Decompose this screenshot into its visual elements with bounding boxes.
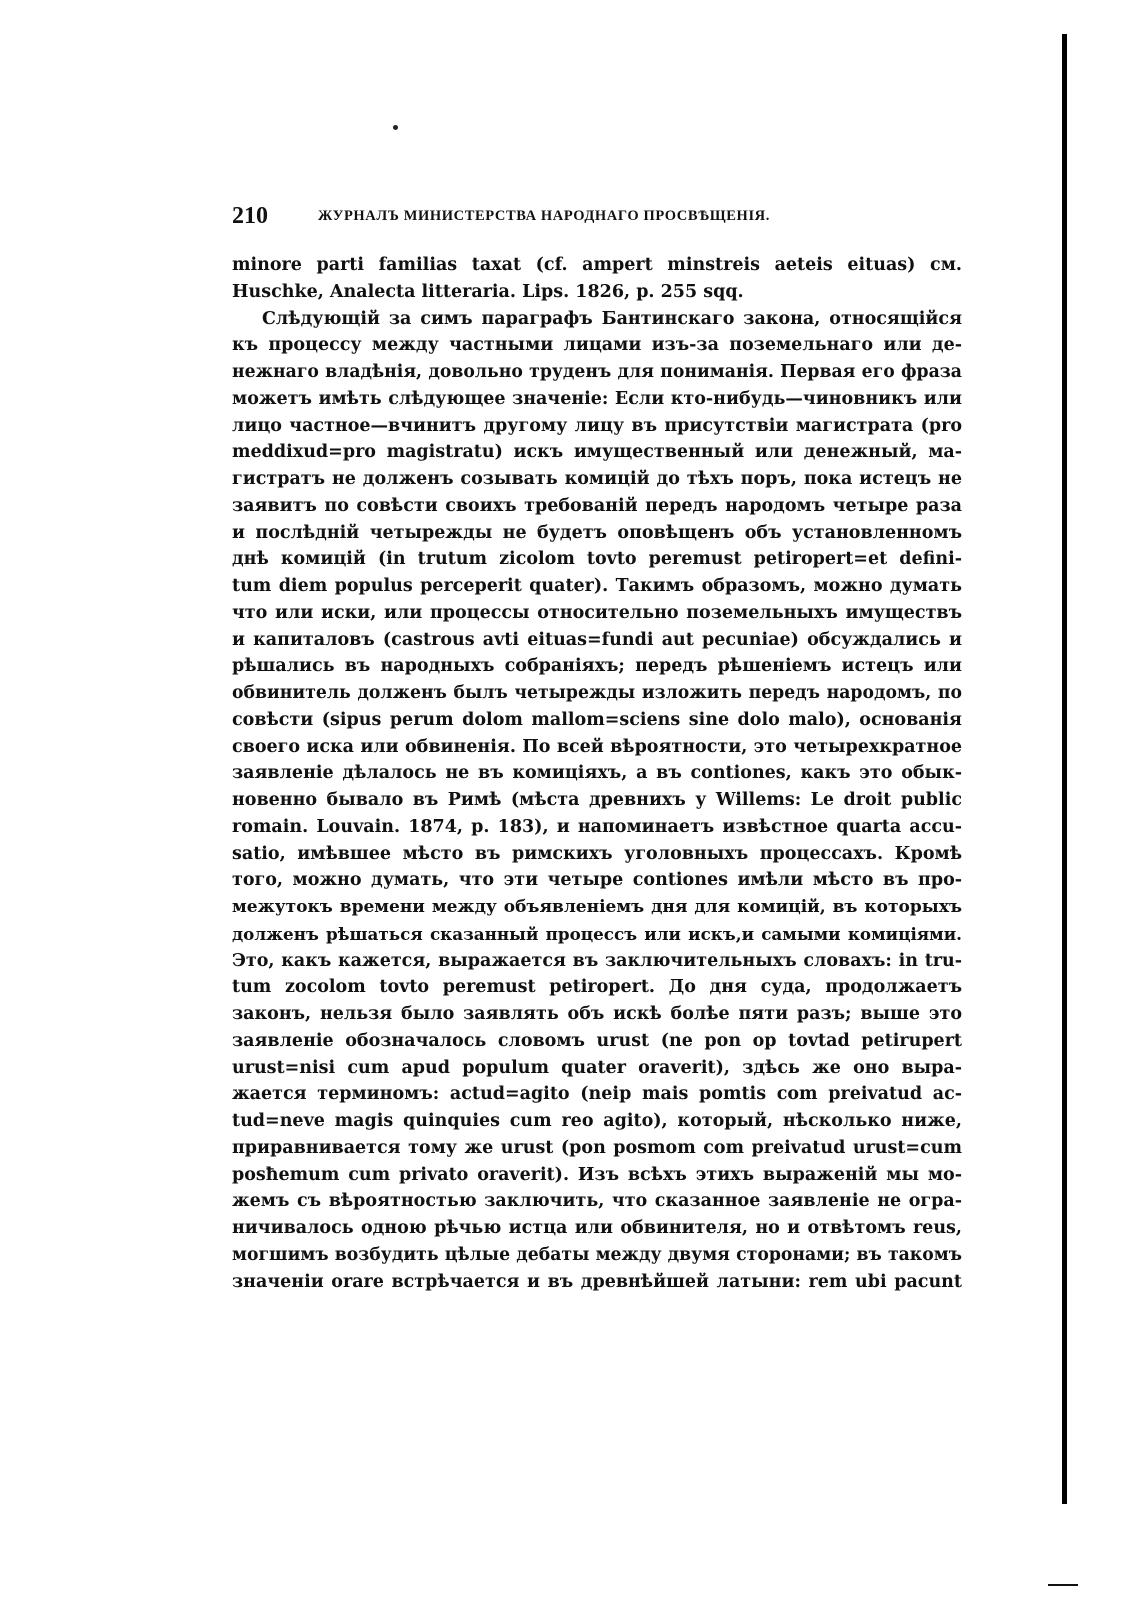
text-line: ничивалось одною рѣчью истца или обвинителя, но и отвѣтомъ reus, — [232, 1218, 962, 1238]
text-line: romain. Louvain. 1874, p. 183), и напоминаетъ извѣстное quarta accu- — [232, 816, 962, 837]
page-header — [232, 203, 962, 233]
text-line: значеніи orare встрѣчается и въ древнѣйшей латыни: rem ubi pacunt — [232, 1271, 962, 1292]
text-line: рѣшались въ народныхъ собраніяхъ; передъ рѣшеніемъ истецъ или — [232, 656, 962, 677]
text-line: обвинитель долженъ былъ четырежды изложить передъ народомъ, по — [232, 683, 962, 703]
text-line: новенно бывало въ Римѣ (мѣста древнихъ у Willems: Le droit public — [232, 790, 962, 810]
text-line: заявленіе дѣлалось не въ комиціяхъ, а въ contiones, какъ это обык- — [232, 763, 962, 784]
text-line: tud=neve magis quinquies cum reo agito), который, нѣсколько ниже, — [232, 1111, 962, 1131]
text-line: приравнивается тому же urust (pon posmom com preivatud urust=cum — [232, 1137, 962, 1158]
ink-speck — [393, 125, 398, 130]
text-line: законъ, нельзя было заявлять объ искѣ болѣе пяти разъ; выше это — [232, 1004, 962, 1024]
text-line: межутокъ времени между объявленіемъ дня для комицій, въ которыхъ — [232, 897, 962, 917]
text-line: своего иска или обвиненія. По всей вѣроятности, это четырехкратное — [232, 736, 962, 757]
text-line: нежнаго владѣнія, довольно труденъ для пониманія. Первая его фраза — [232, 362, 962, 382]
page-binding-edge — [1062, 34, 1067, 1504]
text-line: лицо частное—вчинитъ другому лицу въ присутствіи магистрата (pro — [232, 415, 962, 436]
text-line: urust=nisi cum apud populum quater oraverit), здѣсь же оно выра- — [232, 1057, 962, 1078]
text-line: что или иски, или процессы относительно поземельныхъ имуществъ — [232, 602, 962, 623]
text-line: днѣ комицій (in trutum zicolom tovto peremust petiropert=et defini- — [232, 549, 962, 570]
text-line: гистратъ не долженъ созывать комицій до тѣхъ поръ, пока истецъ не — [232, 469, 962, 489]
text-line: posħemum cum privato oraverit). Изъ всѣхъ этихъ выраженій мы мо- — [232, 1164, 962, 1185]
text-line: Huschke, Analecta litteraria. Lips. 1826, p. 255 sqq. — [232, 281, 744, 302]
text-line: жемъ съ вѣроятностью заключить, что сказанное заявленіе не огра- — [232, 1191, 962, 1212]
text-line: Это, какъ кажется, выражается въ заключительныхъ словахъ: in tru- — [232, 950, 962, 971]
text-line: долженъ рѣшаться сказанный процессъ или искъ,и самыми комиціями. — [232, 923, 962, 944]
corner-mark — [1048, 1584, 1078, 1586]
body-text — [232, 252, 962, 1295]
text-line: minore parti familias taxat (cf. ampert minstreis aeteis eituas) см. — [232, 255, 962, 275]
text-line: Слѣдующій за симъ параграфъ Бантинскаго закона, относящійся — [262, 308, 962, 329]
text-line: могшимъ возбудить цѣлые дебаты между двумя сторонами; въ такомъ — [232, 1244, 962, 1265]
text-line: и послѣдній четырежды не будетъ оповѣщенъ объ установленномъ — [232, 522, 962, 543]
text-line: къ процессу между частными лицами изъ-за поземельнаго или де- — [232, 335, 962, 356]
text-line: satio, имѣвшее мѣсто въ римскихъ уголовныхъ процессахъ. Кромѣ — [232, 843, 962, 864]
text-line: заявитъ по совѣсти своихъ требованій передъ народомъ четыре раза — [232, 495, 962, 516]
text-line: tum diem populus perceperit quater). Такимъ образомъ, можно думать — [232, 576, 962, 596]
text-line: жается терминомъ: actud=agito (neip mais pomtis com preivatud ac- — [232, 1084, 962, 1105]
running-title: ЖУРНАЛЪ МИНИСТЕРСТВА НАРОДНАГО ПРОСВѢЩЕНІЯ. — [318, 208, 770, 224]
text-line: заявленіе обозначалось словомъ urust (ne pon op tovtad petirupert — [232, 1030, 962, 1051]
text-line: tum zocolom tovto peremust petiropert. До дня суда, продолжаетъ — [232, 977, 962, 998]
text-line: можетъ имѣть слѣдующее значеніе: Если кто-нибудь—чиновникъ или — [232, 388, 962, 409]
text-line: совѣсти (sipus perum dolom mallom=sciens sine dolo malo), основанія — [232, 709, 962, 730]
page-number: 210 — [232, 203, 268, 229]
text-line: meddixud=pro magistratu) искъ имущественный или денежный, ма- — [232, 442, 962, 463]
text-line: и капиталовъ (castrous avti eituas=fundi aut pecuniae) обсуждались и — [232, 629, 962, 650]
text-line: того, можно думать, что эти четыре contiones имѣли мѣсто въ про- — [232, 870, 962, 891]
